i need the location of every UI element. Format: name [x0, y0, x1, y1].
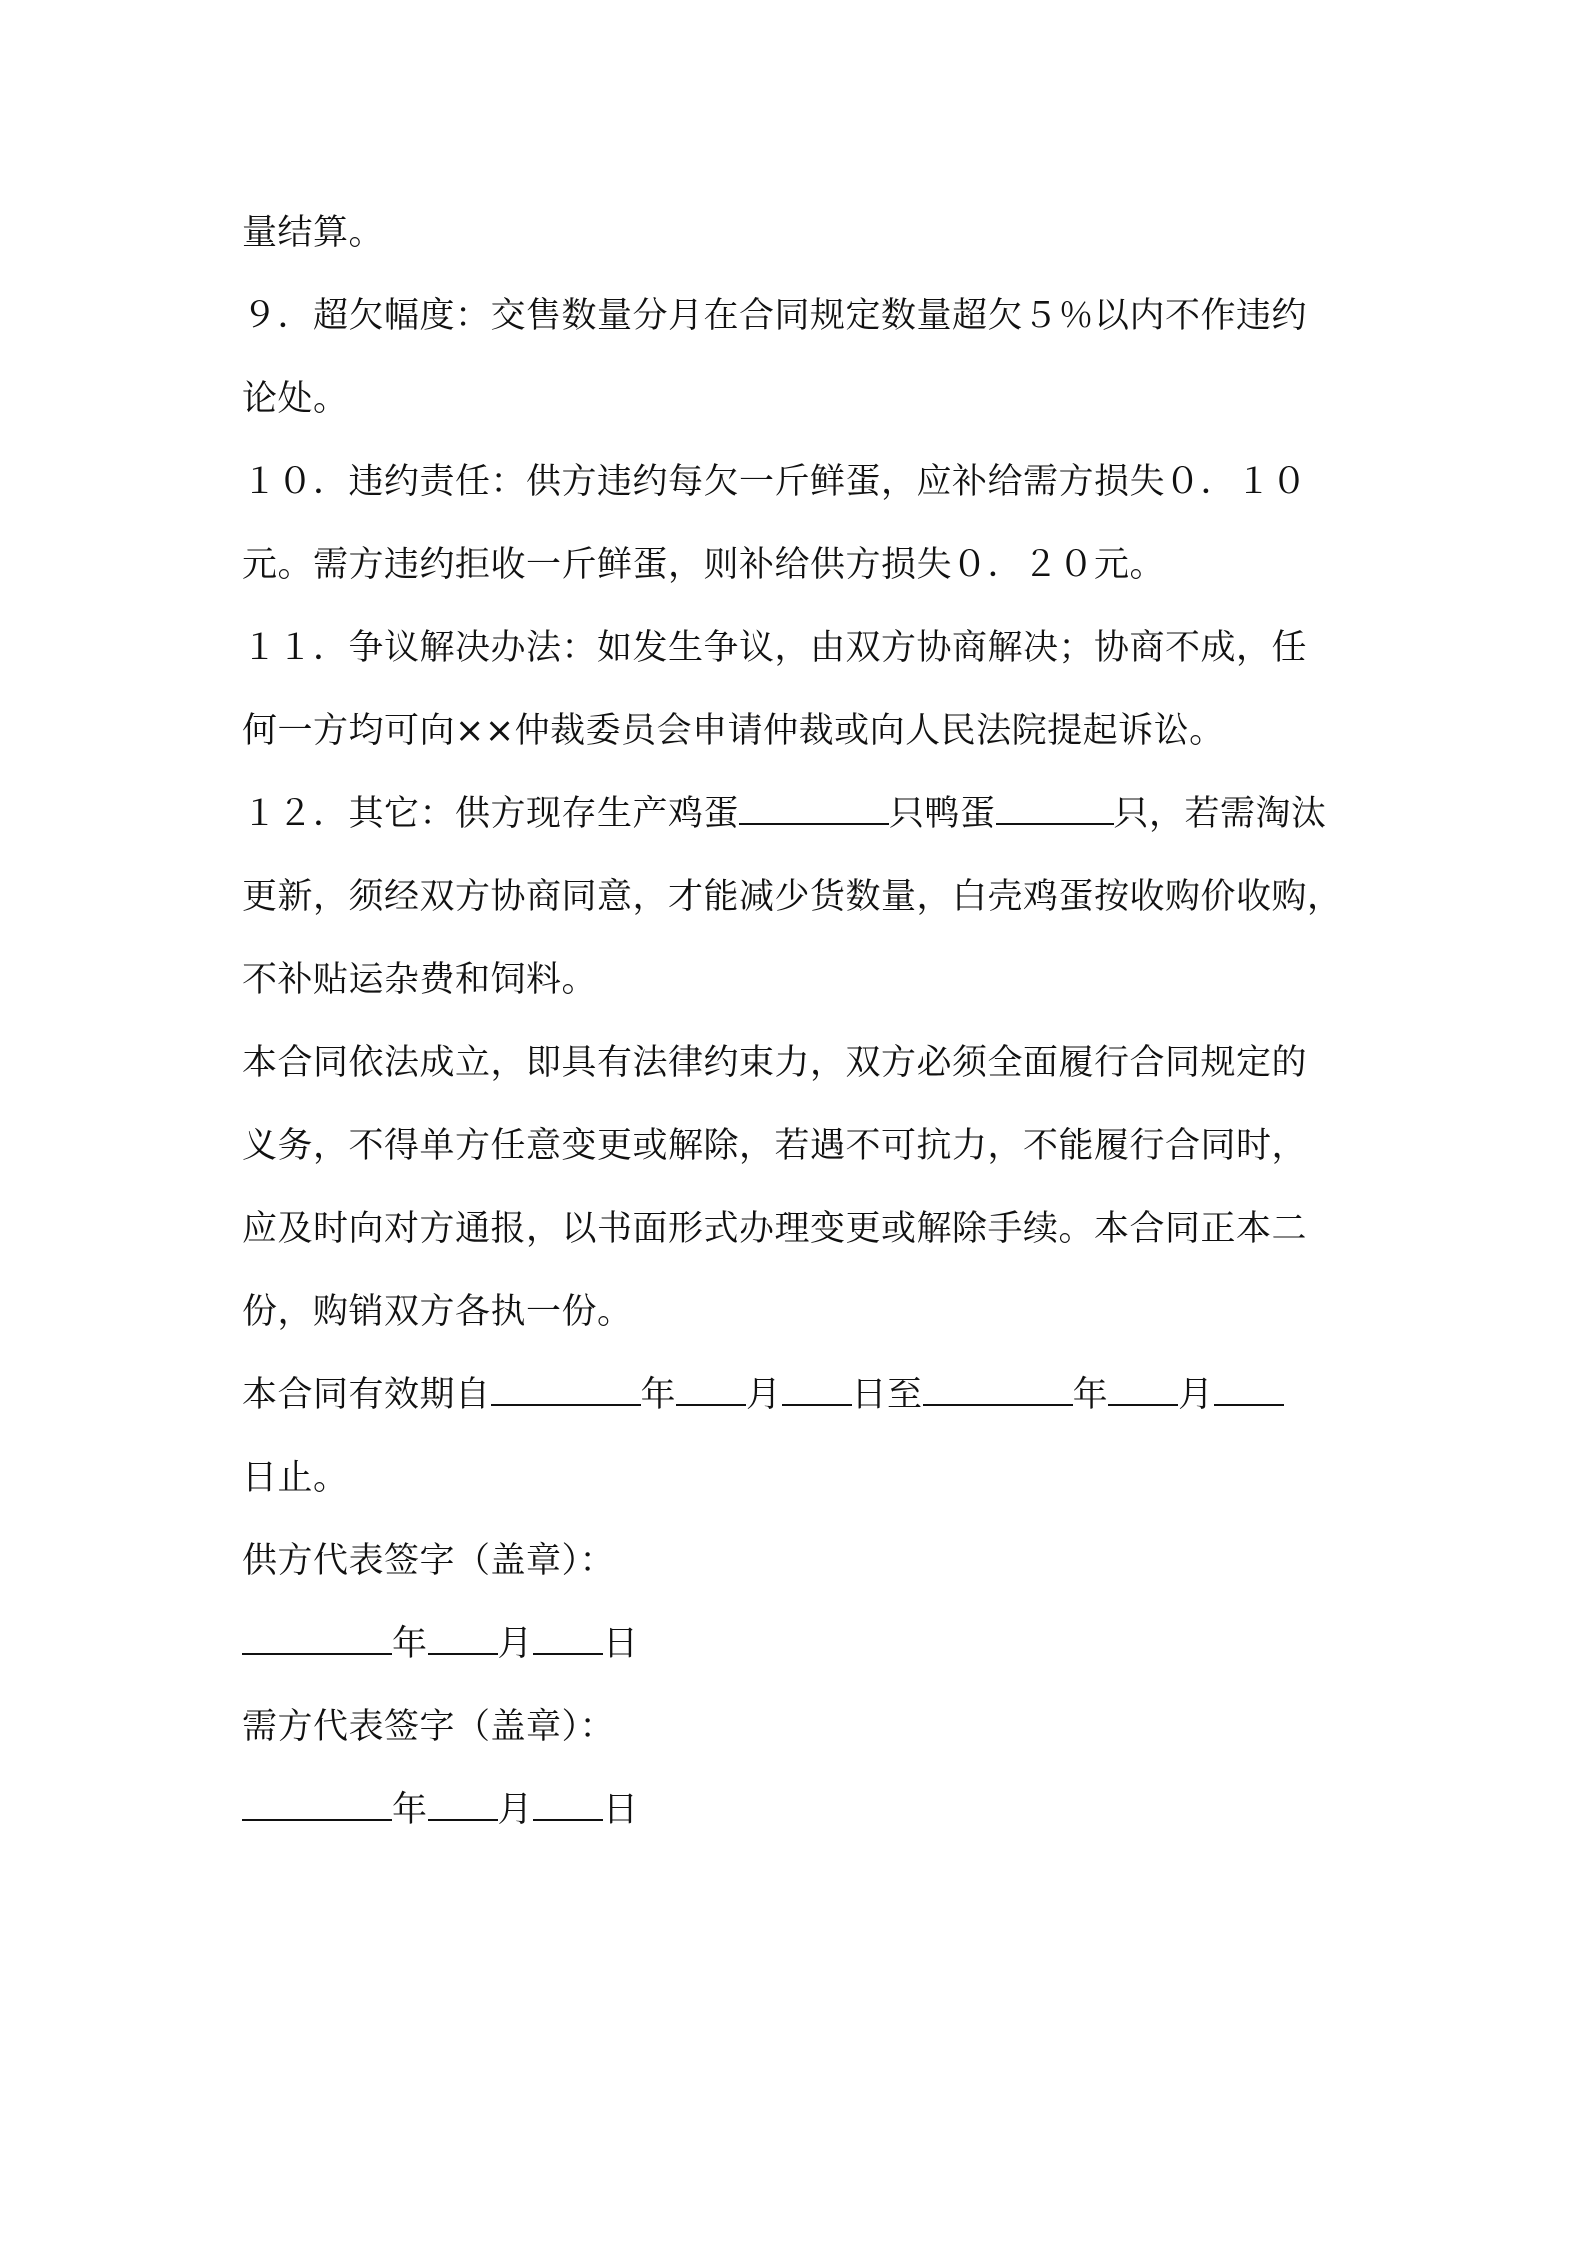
text-line: 元。需方违约拒收一斤鲜蛋，则补给供方损失０．２０元。: [242, 545, 1166, 585]
supplier-year-blank[interactable]: [242, 1623, 392, 1655]
clause-11-line: １１．争议解决办法：如发生争议，由双方协商解决；协商不成，任: [242, 628, 1308, 668]
validity-label: 本合同有效期自: [242, 1375, 491, 1415]
text-line: 本合同依法成立，即具有法律约束力，双方必须全面履行合同规定的: [242, 1043, 1308, 1083]
demander-date-line: [242, 1769, 1362, 1852]
clause-9-line: ９．超欠幅度：交售数量分月在合同规定数量超欠５％以内不作违约: [242, 296, 1308, 336]
end-month-blank[interactable]: [1108, 1374, 1178, 1406]
demander-year-blank[interactable]: [242, 1789, 392, 1821]
clause-12-line: [242, 773, 1362, 856]
month-label: 月: [497, 1624, 534, 1664]
duck-count-blank[interactable]: [996, 793, 1114, 825]
text-line: 义务，不得单方任意变更或解除，若遇不可抗力，不能履行合同时，: [242, 1126, 1308, 1166]
end-year-blank[interactable]: [923, 1374, 1073, 1406]
month-label: 月: [1178, 1375, 1214, 1415]
chicken-count-blank[interactable]: [739, 793, 889, 825]
text-line: 论处。: [242, 379, 349, 419]
year-label: 年: [392, 1624, 428, 1664]
day-to-label: 日至: [851, 1375, 923, 1415]
duck-text: 只鸭蛋: [889, 794, 996, 834]
year-label: 年: [640, 1375, 677, 1415]
day-label: 日: [603, 1790, 639, 1830]
end-day-blank[interactable]: [1214, 1374, 1284, 1406]
text-line: 份，购销双方各执一份。: [242, 1292, 633, 1332]
supplier-day-blank[interactable]: [533, 1623, 603, 1655]
month-label: 月: [497, 1790, 534, 1830]
supplier-date-line: [242, 1603, 1362, 1686]
contract-page: [242, 192, 1362, 1852]
text-line: 何一方均可向××仲裁委员会申请仲裁或向人民法院提起诉讼。: [242, 711, 1225, 751]
demander-month-blank[interactable]: [428, 1789, 498, 1821]
start-month-blank[interactable]: [676, 1374, 746, 1406]
start-day-blank[interactable]: [782, 1374, 852, 1406]
supplier-signature-label: 供方代表签字（盖章）：: [242, 1541, 616, 1581]
clause-12-text: １２．其它：供方现存生产鸡蛋: [242, 794, 740, 834]
text-line: 更新，须经双方协商同意，才能减少货数量，白壳鸡蛋按收购价收购，: [242, 877, 1343, 917]
text-line: 不补贴运杂费和饲料。: [242, 960, 598, 1000]
year-label: 年: [1072, 1375, 1109, 1415]
demander-signature-label: 需方代表签字（盖章）：: [242, 1707, 616, 1747]
day-label: 日: [603, 1624, 639, 1664]
clause-12-tail: 只，若需淘汰: [1113, 794, 1327, 834]
month-label: 月: [746, 1375, 782, 1415]
demander-day-blank[interactable]: [533, 1789, 603, 1821]
text-line: 应及时向对方通报，以书面形式办理变更或解除手续。本合同正本二: [242, 1209, 1308, 1249]
validity-period-line: [242, 1354, 1362, 1437]
year-label: 年: [392, 1790, 428, 1830]
clause-10-line: １０．违约责任：供方违约每欠一斤鲜蛋，应补给需方损失０．１０: [242, 462, 1308, 502]
start-year-blank[interactable]: [491, 1374, 641, 1406]
text-line: 量结算。: [242, 213, 385, 253]
supplier-month-blank[interactable]: [428, 1623, 498, 1655]
text-line: 日止。: [242, 1458, 349, 1498]
